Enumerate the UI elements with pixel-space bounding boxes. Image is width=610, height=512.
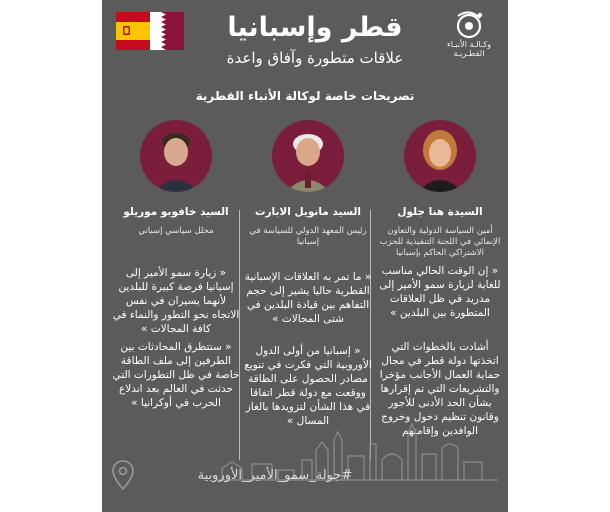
city-skyline-illustration xyxy=(102,420,508,512)
person-name: السيد مانويل الابارت xyxy=(254,206,362,218)
location-pin-icon xyxy=(112,460,134,494)
person-role: رئيس المعهد الدولي للسياسة في إسبانيا xyxy=(249,226,367,247)
avatar xyxy=(404,120,476,192)
person-name: السيد خافوبو موريلو xyxy=(123,206,229,218)
quote-1: « ما تمر به العلاقات الإسبانية القطرية حاليا يشير إلى حجم التفاهم بين قيادة البلدين في شتى المجالات » xyxy=(244,271,372,325)
quote-2: أشادت بالخطوات التي اتخذتها دولة قطر في مجال حماية العمال الأجانب مؤخرا والتشريعات التي تم إقرارها بشأن الحد الأدنى للأجور وقانون تنظيم دخول وخروج الوافدين وإقامتهم xyxy=(379,341,501,437)
person-name: السيدة هنا جلول xyxy=(397,206,483,218)
logo-line-1: وكـالـة الأنبـاء xyxy=(446,40,492,49)
avatar xyxy=(140,120,212,192)
quote-2: « ستتطرق المحادثات بين الطرفين إلى ملف الطاقة خاصة في ظل التطورات التي حدثت في العالم بعد اندلاع الحرب في أوكرانيا » xyxy=(112,341,240,409)
page-subtitle: علاقات متطورة وآفاق واعدة xyxy=(226,49,404,67)
person-photo-icon xyxy=(140,120,212,192)
person-photo-icon xyxy=(404,120,476,192)
avatar xyxy=(272,120,344,192)
section-heading: تصريحات خاصة لوكالة الأنباء القطرية xyxy=(195,89,415,103)
person-role: أمين السياسة الدولية والتعاون الإنمائي في اللجنة التنفيذية للحزب الاشتراكي الحاكم بإسبانيا xyxy=(379,226,501,258)
page-title: قطر وإسبانيا xyxy=(227,12,403,43)
person-role: محلل سياسي إسباني xyxy=(138,226,214,236)
person-photo-icon xyxy=(272,120,344,192)
quote-1: « زيارة سمو الأمير إلى إسبانيا فرصة كبيرة للبلدين لأنهما يسيران في نفس الاتجاه نحو التطور والنماء في كافة المجالات » xyxy=(112,267,240,335)
quote-1: « إن الوقت الحالي مناسب للغاية لزيارة سمو الأمير إلى مدريد في ظل العلاقات المتطورة بين البلدين » xyxy=(379,265,501,319)
hashtag: #جولة_سمو_الأمير_الأوروبية xyxy=(197,468,353,483)
logo-line-2: القطـريـة xyxy=(453,49,485,58)
quote-2: « إسبانيا من أولى الدول الأوروبية التي فكرت في تنويع مصادر الحصول على الطاقة ووقعت مع دولة قطر اتفاقا في هذا الشأن لتزويدها بالغاز المسال » xyxy=(244,345,372,427)
infographic-card xyxy=(102,0,508,512)
